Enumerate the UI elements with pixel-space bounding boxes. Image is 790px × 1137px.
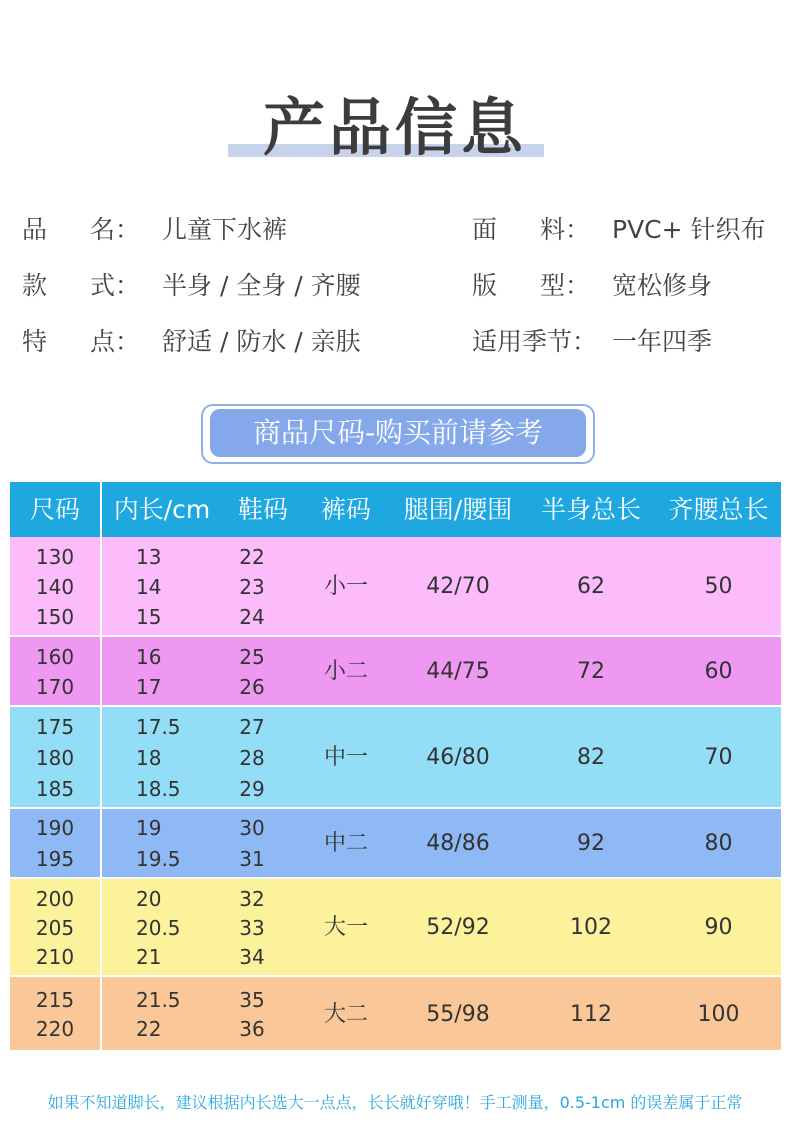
inner-length-cell: 22 <box>136 1016 162 1041</box>
size-group <box>10 879 781 977</box>
column-divider <box>100 637 102 707</box>
info-key: 面 料： <box>472 215 590 244</box>
girth-cell: 52/92 <box>426 915 490 940</box>
shoe-size-header: 鞋码 <box>237 495 288 524</box>
inner-length-cell: 15 <box>136 605 162 629</box>
column-divider <box>100 977 102 1052</box>
pants-size-cell: 小一 <box>323 574 368 599</box>
waist-length-cell: 70 <box>704 745 733 770</box>
info-value: 儿童下水裤 <box>162 215 288 244</box>
waist-length-header: 齐腰总长 <box>668 495 769 524</box>
info-key: 品 名： <box>22 215 140 244</box>
size-group <box>10 707 781 809</box>
size-cell: 185 <box>35 776 75 801</box>
girth-cell: 44/75 <box>426 659 490 684</box>
size-cell: 150 <box>35 605 75 629</box>
page-title: 产品信息 <box>262 91 527 164</box>
column-divider <box>100 482 102 537</box>
shoe-size-cell: 25 <box>239 645 265 669</box>
waist-length-cell: 90 <box>704 915 733 940</box>
info-value: 舒适 / 防水 / 亲肤 <box>162 327 361 356</box>
size-cell: 210 <box>35 944 75 969</box>
half-length-header: 半身总长 <box>540 495 641 524</box>
info-value: 一年四季 <box>612 327 713 356</box>
shoe-size-cell: 31 <box>239 847 265 871</box>
info-value: PVC+ 针织布 <box>612 215 766 244</box>
inner-length-header: 内长/cm <box>113 495 211 524</box>
size-group <box>10 637 781 707</box>
shoe-size-cell: 27 <box>239 714 265 739</box>
girth-cell: 48/86 <box>426 831 490 856</box>
column-divider <box>100 707 102 809</box>
inner-length-cell: 13 <box>136 545 162 569</box>
size-badge: 商品尺码-购买前请参考 <box>210 409 586 457</box>
shoe-size-cell: 34 <box>239 944 265 969</box>
shoe-size-cell: 22 <box>239 545 265 569</box>
size-cell: 130 <box>35 545 75 569</box>
size-cell: 175 <box>35 714 75 739</box>
inner-length-cell: 16 <box>136 645 162 669</box>
size-table <box>10 482 781 1052</box>
size-group <box>10 809 781 879</box>
size-group <box>10 537 781 637</box>
size-cell: 205 <box>35 915 75 940</box>
shoe-size-cell: 33 <box>239 915 265 940</box>
waist-length-cell: 100 <box>697 1002 740 1027</box>
shoe-size-cell: 28 <box>239 745 265 770</box>
size-cell: 190 <box>35 816 75 840</box>
info-value: 半身 / 全身 / 齐腰 <box>162 271 361 300</box>
inner-length-cell: 21 <box>136 944 162 969</box>
info-key: 适用季节： <box>472 327 598 356</box>
title-section <box>0 60 790 170</box>
size-cell: 170 <box>35 675 75 699</box>
size-header: 尺码 <box>29 495 80 524</box>
table-header <box>10 482 781 537</box>
shoe-size-cell: 32 <box>239 886 265 911</box>
inner-length-cell: 21.5 <box>136 987 181 1012</box>
girth-cell: 55/98 <box>426 1002 490 1027</box>
shoe-size-cell: 29 <box>239 776 265 801</box>
info-row <box>22 322 782 362</box>
footer-note: 如果不知道脚长，建议根据内长选大一点点，长长就好穿哦！手工测量，0.5-1cm 的误差属于正常 <box>47 1093 743 1112</box>
pants-size-header: 裤码 <box>320 495 371 524</box>
size-cell: 200 <box>35 886 75 911</box>
info-key: 款 式： <box>22 271 140 300</box>
size-cell: 160 <box>35 645 75 669</box>
info-row <box>22 266 782 306</box>
size-cell: 195 <box>35 847 75 871</box>
size-cell: 215 <box>35 987 75 1012</box>
pants-size-cell: 小二 <box>323 659 368 684</box>
size-cell: 220 <box>35 1016 75 1041</box>
inner-length-cell: 19.5 <box>136 847 181 871</box>
girth-cell: 46/80 <box>426 745 490 770</box>
half-length-cell: 112 <box>570 1002 612 1027</box>
size-cell: 140 <box>35 575 75 599</box>
column-divider <box>100 809 102 879</box>
column-divider <box>100 879 102 977</box>
shoe-size-cell: 24 <box>239 605 265 629</box>
shoe-size-cell: 30 <box>239 816 265 840</box>
pants-size-cell: 中二 <box>323 831 368 856</box>
waist-length-cell: 80 <box>704 831 733 856</box>
half-length-cell: 82 <box>577 745 605 770</box>
column-divider <box>100 537 102 637</box>
girth-cell: 42/70 <box>426 574 490 599</box>
girth-header: 腿围/腰围 <box>403 495 513 524</box>
info-key: 特 点： <box>22 327 140 356</box>
info-key: 版 型： <box>472 271 590 300</box>
inner-length-cell: 17 <box>136 675 162 699</box>
pants-size-cell: 中一 <box>323 745 368 770</box>
shoe-size-cell: 36 <box>239 1016 265 1041</box>
inner-length-cell: 17.5 <box>136 714 181 739</box>
size-cell: 180 <box>35 745 75 770</box>
size-group <box>10 977 781 1052</box>
info-row <box>22 210 782 250</box>
shoe-size-cell: 23 <box>239 575 265 599</box>
pants-size-cell: 大二 <box>323 1002 368 1027</box>
info-value: 宽松修身 <box>612 271 713 300</box>
waist-length-cell: 60 <box>704 659 733 684</box>
pants-size-cell: 大一 <box>323 915 368 940</box>
inner-length-cell: 20 <box>136 886 162 911</box>
inner-length-cell: 20.5 <box>136 915 181 940</box>
half-length-cell: 72 <box>577 659 605 684</box>
inner-length-cell: 14 <box>136 575 162 599</box>
inner-length-cell: 18.5 <box>136 776 181 801</box>
inner-length-cell: 19 <box>136 816 162 840</box>
shoe-size-cell: 26 <box>239 675 265 699</box>
waist-length-cell: 50 <box>704 574 733 599</box>
half-length-cell: 102 <box>570 915 612 940</box>
shoe-size-cell: 35 <box>239 987 265 1012</box>
half-length-cell: 62 <box>577 574 605 599</box>
inner-length-cell: 18 <box>136 745 162 770</box>
half-length-cell: 92 <box>577 831 605 856</box>
